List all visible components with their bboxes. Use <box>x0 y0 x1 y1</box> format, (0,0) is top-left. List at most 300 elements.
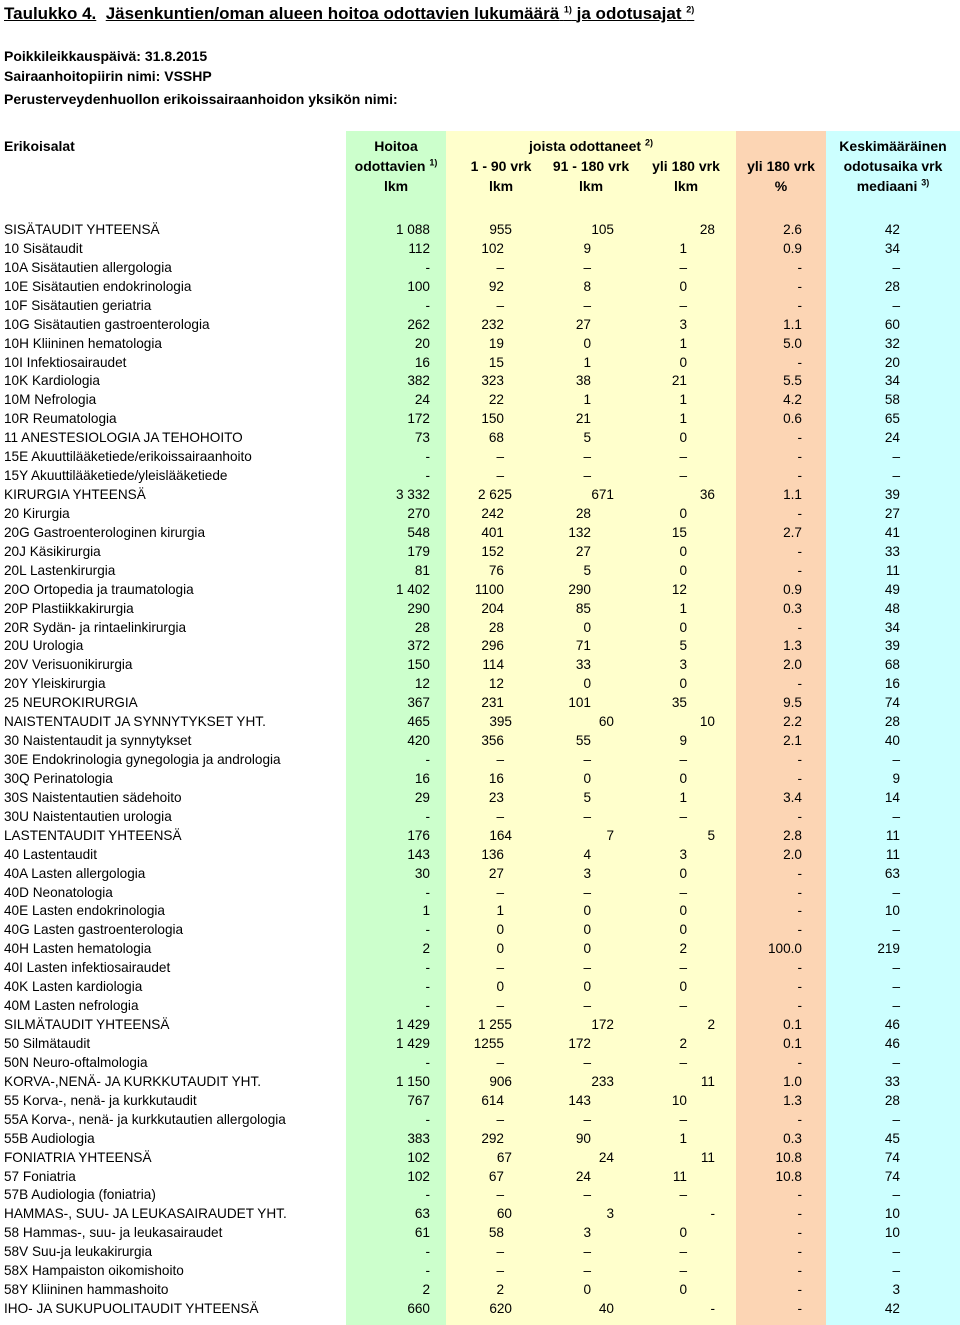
over-180-percent: - <box>797 960 802 976</box>
waited-over-180: – <box>679 752 687 768</box>
waited-over-180: – <box>679 1187 687 1203</box>
waited-over-180: 1 <box>679 411 687 427</box>
median-wait: 46 <box>884 1017 900 1033</box>
waiting-count: 2 <box>422 941 430 957</box>
waited-1-90: 2 <box>496 1282 504 1298</box>
waited-over-180: 1 <box>679 789 687 805</box>
over-180-percent: - <box>797 297 802 313</box>
waited-over-180: – <box>679 1244 687 1260</box>
waiting-count: - <box>425 1244 430 1260</box>
specialty-name: 55B Audiologia <box>4 1130 95 1146</box>
waited-91-180: 3 <box>606 1206 614 1222</box>
table-row-total <box>0 826 960 845</box>
waiting-count: 172 <box>407 411 430 427</box>
waited-91-180: 3 <box>583 865 591 881</box>
waited-over-180: 0 <box>679 619 687 635</box>
table-row-total <box>0 1015 960 1034</box>
waited-91-180: 233 <box>591 1073 614 1089</box>
waited-over-180: 0 <box>679 770 687 786</box>
specialty-name: 20O Ortopedia ja traumatologia <box>4 581 194 597</box>
waiting-count: 100 <box>407 278 430 294</box>
over-180-percent: - <box>797 354 802 370</box>
table-row <box>0 939 960 958</box>
specialty-name: 50 Silmätaudit <box>4 1035 91 1051</box>
median-wait: 40 <box>884 733 900 749</box>
waited-91-180: 5 <box>583 430 591 446</box>
table-row <box>0 618 960 637</box>
table-row <box>0 845 960 864</box>
over-180-percent: - <box>797 676 802 692</box>
waited-91-180: – <box>583 1187 591 1203</box>
waited-1-90: 231 <box>481 695 504 711</box>
over-180-percent: 0.3 <box>783 1130 802 1146</box>
waited-over-180: 0 <box>679 903 687 919</box>
specialty-name: SISÄTAUDIT YHTEENSÄ <box>4 222 160 237</box>
waited-1-90: 232 <box>481 316 504 332</box>
over-180-percent: - <box>797 1054 802 1070</box>
specialty-name: 10K Kardiologia <box>4 373 100 389</box>
waited-91-180: – <box>583 884 591 900</box>
over-180-percent: - <box>797 449 802 465</box>
waited-over-180: 0 <box>679 1282 687 1298</box>
table-row <box>0 674 960 693</box>
over-180-percent: 5.5 <box>783 373 802 389</box>
over-180-percent: - <box>797 543 802 559</box>
waited-1-90: – <box>496 752 504 768</box>
waiting-count: - <box>425 979 430 995</box>
over-180-percent: - <box>797 1206 802 1222</box>
waited-91-180: 33 <box>575 657 591 673</box>
table-row <box>0 1034 960 1053</box>
waited-91-180: 0 <box>583 1282 591 1298</box>
waited-91-180: 0 <box>583 979 591 995</box>
table-row <box>0 901 960 920</box>
specialty-name: 40D Neonatologia <box>4 884 113 900</box>
waited-over-180: 0 <box>679 278 687 294</box>
waited-1-90: 401 <box>481 524 504 540</box>
waited-91-180: – <box>583 960 591 976</box>
waited-1-90: – <box>496 449 504 465</box>
table-row <box>0 447 960 466</box>
waited-91-180: 8 <box>583 278 591 294</box>
waited-91-180: 55 <box>575 733 591 749</box>
waited-over-180: 0 <box>679 543 687 559</box>
waited-over-180: 2 <box>679 941 687 957</box>
waiting-count: 262 <box>407 316 430 332</box>
waiting-count: 1 429 <box>395 1017 430 1033</box>
median-wait: 49 <box>884 581 900 597</box>
waited-over-180: 0 <box>679 505 687 521</box>
over-180-percent: 1.0 <box>783 1073 802 1089</box>
table-row <box>0 504 960 523</box>
waiting-count: 270 <box>407 505 430 521</box>
header-joista-text: joista odottaneet <box>529 138 642 154</box>
median-wait: – <box>892 468 900 484</box>
waited-over-180: 0 <box>679 562 687 578</box>
table-row-total <box>0 1299 960 1318</box>
median-wait: 65 <box>884 411 900 427</box>
waiting-count: 16 <box>414 770 430 786</box>
table-row <box>0 580 960 599</box>
waited-1-90: 28 <box>488 619 504 635</box>
waited-91-180: 90 <box>575 1130 591 1146</box>
waiting-count: - <box>425 960 430 976</box>
waited-91-180: 290 <box>568 581 591 597</box>
waiting-count: 112 <box>408 240 430 256</box>
waited-91-180: 105 <box>591 222 614 237</box>
waited-1-90: 19 <box>488 335 504 351</box>
waited-1-90: 395 <box>489 714 512 730</box>
over-180-percent: - <box>797 1244 802 1260</box>
waited-over-180: – <box>679 884 687 900</box>
waited-91-180: 671 <box>591 487 614 503</box>
waited-over-180: – <box>679 808 687 824</box>
over-180-percent: - <box>797 1263 802 1279</box>
waited-over-180: – <box>679 1054 687 1070</box>
waited-91-180: 7 <box>606 827 614 843</box>
waiting-count: 1 402 <box>395 581 430 597</box>
waited-91-180: 143 <box>568 1092 591 1108</box>
median-wait: 74 <box>884 1168 900 1184</box>
median-wait: – <box>892 1187 900 1203</box>
waited-1-90: 906 <box>489 1073 512 1089</box>
waited-1-90: 22 <box>488 392 504 408</box>
waited-91-180: 5 <box>583 789 591 805</box>
waited-91-180: 24 <box>598 1149 614 1165</box>
specialty-name: 10E Sisätautien endokrinologia <box>4 278 192 294</box>
specialty-name: KORVA-,NENÄ- JA KURKKUTAUDIT YHT. <box>4 1073 262 1089</box>
median-wait: – <box>892 1111 900 1127</box>
median-wait: 27 <box>884 505 900 521</box>
specialty-name: FONIATRIA YHTEENSÄ <box>4 1149 152 1165</box>
header-1-90: 1 - 90 vrk <box>470 158 532 174</box>
waited-1-90: – <box>496 1187 504 1203</box>
waited-over-180: – <box>679 297 687 313</box>
median-wait: 41 <box>884 524 900 540</box>
waited-1-90: 67 <box>488 1168 504 1184</box>
specialty-name: 15Y Akuuttilääketiede/yleislääketiede <box>4 468 228 484</box>
waited-1-90: 0 <box>496 922 504 938</box>
median-wait: 34 <box>884 240 900 256</box>
page-title <box>4 4 694 24</box>
table-row <box>0 258 960 277</box>
median-wait: 20 <box>884 354 900 370</box>
waited-1-90: 152 <box>481 543 504 559</box>
median-wait: 34 <box>884 373 900 389</box>
specialty-name: 40 Lastentaudit <box>4 846 97 862</box>
waiting-count: 12 <box>414 676 430 692</box>
waiting-count: 179 <box>407 543 430 559</box>
over-180-percent: - <box>797 1111 802 1127</box>
over-180-percent: 1.1 <box>783 316 802 332</box>
title-footnote-1: 1) <box>563 4 572 15</box>
over-180-percent: 10.8 <box>775 1168 802 1184</box>
waited-91-180: – <box>583 297 591 313</box>
waited-91-180: 1 <box>583 354 591 370</box>
waited-1-90: 0 <box>496 979 504 995</box>
median-wait: 39 <box>884 638 900 654</box>
waited-91-180: 1 <box>583 392 591 408</box>
median-wait: 60 <box>884 316 900 332</box>
waited-over-180: 2 <box>679 1035 687 1051</box>
over-180-percent: 2.0 <box>783 657 802 673</box>
waiting-count: 16 <box>414 354 430 370</box>
title-mid: ja odotusajat <box>576 4 682 23</box>
median-wait: 42 <box>884 1301 900 1316</box>
table-row <box>0 371 960 390</box>
over-180-percent: 2.8 <box>783 827 802 843</box>
header-hoitoa-footnote: 1) <box>429 157 438 168</box>
over-180-percent: 1.1 <box>783 487 802 503</box>
waited-1-90: 242 <box>481 505 504 521</box>
median-wait: 46 <box>884 1035 900 1051</box>
median-wait: 16 <box>884 676 900 692</box>
waiting-count: 3 332 <box>395 487 430 503</box>
specialty-name: 58 Hammas-, suu- ja leukasairaudet <box>4 1225 223 1241</box>
waited-over-180: 1 <box>679 1130 687 1146</box>
specialty-name: 10R Reumatologia <box>4 411 117 427</box>
waited-1-90: 1255 <box>473 1035 504 1051</box>
waited-over-180: 1 <box>679 392 687 408</box>
table-row <box>0 1223 960 1242</box>
median-wait: 28 <box>884 1092 900 1108</box>
header-lkm-b: lkm <box>578 178 604 194</box>
specialty-name: 11 ANESTESIOLOGIA JA TEHOHOITO <box>4 430 243 446</box>
over-180-percent: 5.0 <box>783 335 802 351</box>
table-row <box>0 599 960 618</box>
waited-over-180: – <box>679 998 687 1014</box>
specialty-name: NAISTENTAUDIT JA SYNNYTYKSET YHT. <box>4 714 266 730</box>
median-wait: 10 <box>884 1206 900 1222</box>
specialty-name: 58Y Kliininen hammashoito <box>4 1282 169 1298</box>
specialty-name: 30S Naistentautien sädehoito <box>4 789 182 805</box>
over-180-percent: 2.1 <box>783 733 802 749</box>
header-joista <box>446 136 736 156</box>
specialty-name: 40H Lasten hematologia <box>4 941 152 957</box>
waited-91-180: 172 <box>591 1017 614 1033</box>
waited-1-90: – <box>496 468 504 484</box>
waited-1-90: 164 <box>489 827 512 843</box>
over-180-percent: - <box>797 1282 802 1298</box>
header-keski-footnote: 3) <box>921 177 930 188</box>
specialty-name: KIRURGIA YHTEENSÄ <box>4 487 146 503</box>
specialty-name: 50N Neuro-oftalmologia <box>4 1054 148 1070</box>
waiting-count: 143 <box>407 846 430 862</box>
waited-over-180: – <box>679 960 687 976</box>
waited-over-180: – <box>679 1111 687 1127</box>
waited-1-90: 323 <box>481 373 504 389</box>
median-wait: 45 <box>884 1130 900 1146</box>
waited-over-180: 1 <box>679 240 687 256</box>
waited-1-90: 27 <box>488 865 504 881</box>
table-row <box>0 977 960 996</box>
specialty-name: 30E Endokrinologia gynegologia ja andrologia <box>4 752 281 768</box>
table-row <box>0 466 960 485</box>
waited-1-90: – <box>496 1054 504 1070</box>
specialty-name: 20V Verisuonikirurgia <box>4 657 133 673</box>
waited-over-180: 0 <box>679 922 687 938</box>
waiting-count: 372 <box>407 638 430 654</box>
header-keski-2: odotusaika vrk <box>843 158 943 174</box>
waited-91-180: 85 <box>575 600 591 616</box>
waited-over-180: 0 <box>679 979 687 995</box>
table-row <box>0 390 960 409</box>
table-row <box>0 523 960 542</box>
median-wait: 10 <box>884 1225 900 1241</box>
specialty-name: 57B Audiologia (foniatria) <box>4 1187 156 1203</box>
median-wait: – <box>892 998 900 1014</box>
waited-1-90: 92 <box>488 278 504 294</box>
median-wait: – <box>892 1054 900 1070</box>
waiting-count: 81 <box>414 562 430 578</box>
waited-1-90: 614 <box>481 1092 504 1108</box>
waiting-count: 29 <box>414 789 430 805</box>
table-row <box>0 1280 960 1299</box>
waited-over-180: 0 <box>679 1225 687 1241</box>
waited-91-180: – <box>583 259 591 275</box>
specialty-name: 30Q Perinatologia <box>4 770 113 786</box>
waited-91-180: 28 <box>575 505 591 521</box>
waited-over-180: 36 <box>699 487 715 503</box>
waited-91-180: 5 <box>583 562 591 578</box>
waiting-count: - <box>425 998 430 1014</box>
waited-1-90: 296 <box>481 638 504 654</box>
over-180-percent: 3.4 <box>783 789 802 805</box>
specialty-name: 58V Suu-ja leukakirurgia <box>4 1244 153 1260</box>
waited-over-180: - <box>710 1301 715 1316</box>
median-wait: 68 <box>884 657 900 673</box>
waited-91-180: – <box>583 468 591 484</box>
median-wait: 10 <box>884 903 900 919</box>
table-row <box>0 636 960 655</box>
waited-1-90: 60 <box>496 1206 512 1222</box>
median-wait: 48 <box>884 600 900 616</box>
over-180-percent: - <box>797 884 802 900</box>
header-keski-1: Keskimääräinen <box>839 138 947 154</box>
district-name: Sairaanhoitopiirin nimi: VSSHP <box>4 68 212 84</box>
table-row <box>0 1261 960 1280</box>
header-joista-footnote: 2) <box>644 137 653 148</box>
header-hoitoa-2 <box>346 156 446 176</box>
waiting-count: 102 <box>407 1149 430 1165</box>
median-wait: 74 <box>884 1149 900 1165</box>
waited-91-180: 0 <box>583 676 591 692</box>
waited-1-90: 204 <box>481 600 504 616</box>
table-row-total <box>0 712 960 731</box>
table-row <box>0 315 960 334</box>
waited-over-180: 5 <box>707 827 715 843</box>
median-wait: 63 <box>884 865 900 881</box>
table-row-total <box>0 485 960 504</box>
median-wait: 74 <box>884 695 900 711</box>
over-180-percent: - <box>797 752 802 768</box>
over-180-percent: - <box>797 922 802 938</box>
median-wait: – <box>892 1263 900 1279</box>
table-row <box>0 883 960 902</box>
waited-91-180: 27 <box>575 543 591 559</box>
specialty-name: 20G Gastroenterologinen kirurgia <box>4 524 205 540</box>
table-row <box>0 769 960 788</box>
specialty-name: 10H Kliininen hematologia <box>4 335 162 351</box>
waited-1-90: – <box>496 998 504 1014</box>
waiting-count: 548 <box>407 524 430 540</box>
median-wait: 58 <box>884 392 900 408</box>
waited-91-180: 9 <box>583 240 591 256</box>
specialty-name: 25 NEUROKIRURGIA <box>4 695 138 711</box>
over-180-percent: 2.2 <box>783 714 802 730</box>
waited-over-180: 1 <box>679 600 687 616</box>
table-row-total <box>0 1072 960 1091</box>
over-180-percent: 0.1 <box>783 1017 802 1033</box>
specialty-name: 20U Urologia <box>4 638 84 654</box>
waited-over-180: 9 <box>679 733 687 749</box>
waiting-count: - <box>425 922 430 938</box>
waited-1-90: 356 <box>481 733 504 749</box>
waiting-count: - <box>425 1054 430 1070</box>
header-lkm-c: lkm <box>673 178 699 194</box>
waited-91-180: – <box>583 1244 591 1260</box>
waited-1-90: 620 <box>489 1301 512 1316</box>
specialty-name: 40A Lasten allergologia <box>4 865 146 881</box>
waiting-count: 61 <box>414 1225 430 1241</box>
over-180-percent: 2.0 <box>783 846 802 862</box>
over-180-percent: - <box>797 468 802 484</box>
median-wait: 42 <box>884 222 900 237</box>
waited-91-180: 24 <box>575 1168 591 1184</box>
waited-91-180: 3 <box>583 1225 591 1241</box>
over-180-percent: - <box>797 619 802 635</box>
specialty-name: 55 Korva-, nenä- ja kurkkutaudit <box>4 1092 197 1108</box>
table-row <box>0 958 960 977</box>
waited-over-180: 12 <box>671 581 687 597</box>
table-row <box>0 1053 960 1072</box>
table-row-total <box>0 1148 960 1167</box>
waiting-count: 767 <box>407 1092 430 1108</box>
over-180-percent: 4.2 <box>783 392 802 408</box>
waited-1-90: 12 <box>488 676 504 692</box>
table-row-total <box>0 1204 960 1223</box>
waited-91-180: – <box>583 1263 591 1279</box>
waiting-count: 24 <box>414 392 430 408</box>
waited-91-180: – <box>583 1111 591 1127</box>
median-wait: 28 <box>884 714 900 730</box>
waited-91-180: 38 <box>575 373 591 389</box>
waiting-count: 290 <box>407 600 430 616</box>
specialty-name: 40G Lasten gastroenterologia <box>4 922 184 938</box>
waited-over-180: 1 <box>679 335 687 351</box>
specialty-name: 20R Sydän- ja rintaelinkirurgia <box>4 619 187 635</box>
waited-1-90: 67 <box>496 1149 512 1165</box>
waited-over-180: 3 <box>679 316 687 332</box>
specialty-name: 20P Plastiikkakirurgia <box>4 600 134 616</box>
waited-91-180: – <box>583 752 591 768</box>
over-180-percent: 0.9 <box>783 581 802 597</box>
waiting-count: 1 088 <box>395 222 430 237</box>
waiting-count: 73 <box>414 430 430 446</box>
title-main: Jäsenkuntien/oman alueen hoitoa odottavien lukumäärä <box>105 4 560 23</box>
median-wait: – <box>892 449 900 465</box>
over-180-percent: 10.8 <box>775 1149 802 1165</box>
waited-1-90: – <box>496 1244 504 1260</box>
specialty-name: 20Y Yleiskirurgia <box>4 676 106 692</box>
waiting-count: - <box>425 1187 430 1203</box>
table-row <box>0 542 960 561</box>
median-wait: 219 <box>877 941 900 957</box>
over-180-percent: 9.5 <box>783 695 802 711</box>
waited-1-90: – <box>496 1111 504 1127</box>
waited-91-180: 172 <box>568 1035 591 1051</box>
over-180-percent: - <box>797 770 802 786</box>
